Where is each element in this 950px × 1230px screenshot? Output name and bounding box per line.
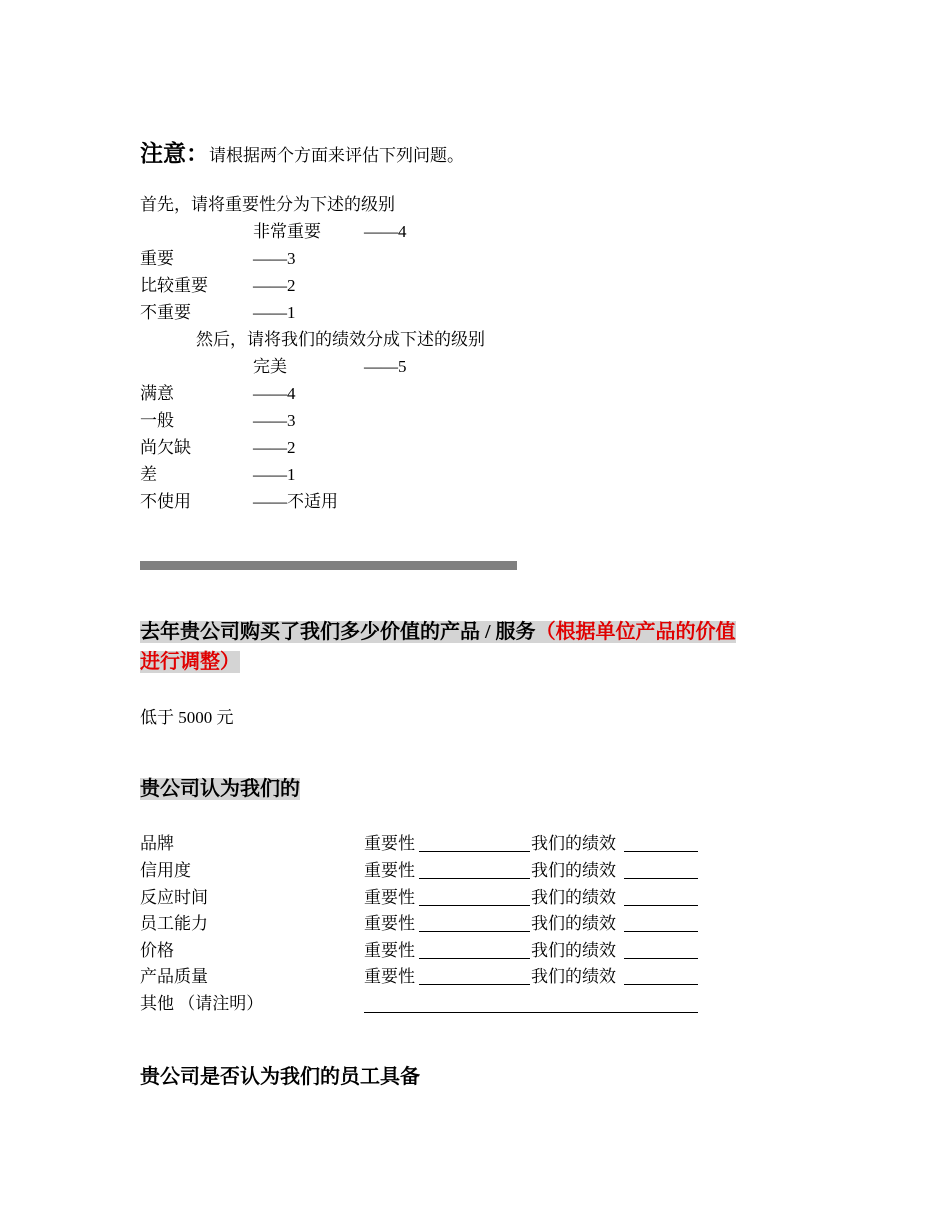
performance-blank[interactable] <box>624 984 698 985</box>
performance-level-label: 满意 <box>140 384 174 403</box>
performance-level-label: 尚欠缺 <box>140 438 191 457</box>
other-label: 其他 （请注明） <box>140 994 264 1013</box>
importance-blank[interactable] <box>419 878 530 879</box>
importance-label: 重要性 <box>364 967 415 986</box>
performance-label: 我们的绩效 <box>531 834 616 853</box>
rating-item-label: 员工能力 <box>140 914 208 933</box>
importance-label: 重要性 <box>364 941 415 960</box>
performance-level-label: 完美 <box>253 357 287 376</box>
question1-answer: 低于 5000 元 <box>140 708 234 727</box>
importance-label: 重要性 <box>364 834 415 853</box>
rating-item-label: 价格 <box>140 941 174 960</box>
performance-level-label: 一般 <box>140 411 174 430</box>
importance-intro: 首先，请将重要性分为下述的级别 <box>140 195 395 214</box>
performance-blank[interactable] <box>624 931 698 932</box>
performance-level-value: ——1 <box>253 465 296 484</box>
performance-level-label: 差 <box>140 465 157 484</box>
notice-text: 请根据两个方面来评估下列问题。 <box>209 146 464 165</box>
question1-heading <box>140 618 736 646</box>
performance-intro: 然后，请将我们的绩效分成下述的级别 <box>196 330 485 349</box>
question3-heading: 贵公司是否认为我们的员工具备 <box>140 1066 420 1088</box>
importance-level-label: 比较重要 <box>140 276 208 295</box>
performance-blank[interactable] <box>624 905 698 906</box>
performance-label: 我们的绩效 <box>531 861 616 880</box>
performance-label: 我们的绩效 <box>531 967 616 986</box>
question1-title: 去年贵公司购买了我们多少价值的产品 / 服务 <box>140 621 536 643</box>
performance-blank[interactable] <box>624 958 698 959</box>
other-blank[interactable] <box>364 1012 698 1013</box>
importance-level-value: ——3 <box>253 249 296 268</box>
section-divider <box>140 561 517 570</box>
importance-level-label: 重要 <box>140 249 174 268</box>
question1-note-line1: （根据单位产品的价值 <box>535 621 736 643</box>
importance-blank[interactable] <box>419 931 530 932</box>
performance-blank[interactable] <box>624 878 698 879</box>
performance-level-value: ——2 <box>253 438 296 457</box>
rating-item-label: 产品质量 <box>140 967 208 986</box>
performance-label: 我们的绩效 <box>531 888 616 907</box>
performance-blank[interactable] <box>624 851 698 852</box>
question2-title: 贵公司认为我们的 <box>140 778 300 800</box>
performance-level-label: 不使用 <box>140 492 191 511</box>
importance-level-value: ——4 <box>364 222 407 241</box>
rating-item-label: 信用度 <box>140 861 191 880</box>
importance-label: 重要性 <box>364 888 415 907</box>
notice-title: 注意： <box>140 141 209 166</box>
performance-level-value: ——5 <box>364 357 407 376</box>
question2-heading <box>140 775 300 803</box>
performance-label: 我们的绩效 <box>531 941 616 960</box>
performance-label: 我们的绩效 <box>531 914 616 933</box>
rating-item-label: 品牌 <box>140 834 174 853</box>
importance-level-value: ——2 <box>253 276 296 295</box>
importance-level-label: 不重要 <box>140 303 191 322</box>
question1-heading-cont <box>140 648 240 676</box>
importance-blank[interactable] <box>419 851 530 852</box>
notice-line <box>140 140 464 170</box>
question1-note-line2: 进行调整） <box>140 651 240 673</box>
importance-blank[interactable] <box>419 958 530 959</box>
importance-level-label: 非常重要 <box>253 222 321 241</box>
importance-blank[interactable] <box>419 984 530 985</box>
importance-level-value: ——1 <box>253 303 296 322</box>
rating-item-label: 反应时间 <box>140 888 208 907</box>
importance-label: 重要性 <box>364 861 415 880</box>
performance-level-value: ——不适用 <box>253 492 338 511</box>
importance-blank[interactable] <box>419 905 530 906</box>
performance-level-value: ——4 <box>253 384 296 403</box>
importance-label: 重要性 <box>364 914 415 933</box>
performance-level-value: ——3 <box>253 411 296 430</box>
